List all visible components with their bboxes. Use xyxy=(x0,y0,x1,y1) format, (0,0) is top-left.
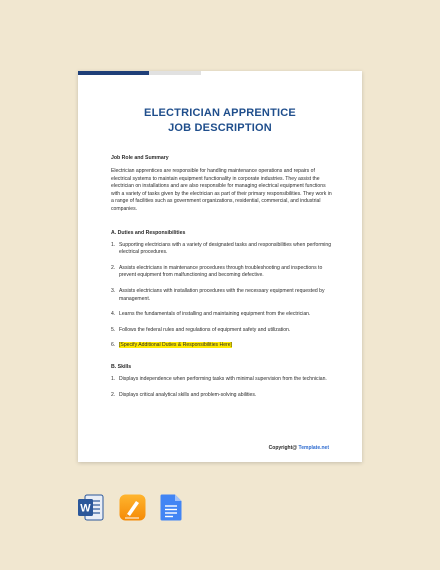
list-item-text: Assists electricians in maintenance procedures through troubleshooting and inspections to prevent equipment from malfunctioning and becoming defective. xyxy=(119,264,323,279)
list-item-text: Follows the federal rules and regulations of equipment safety and utilization. xyxy=(119,326,291,333)
title-line-1: ELECTRICIAN APPRENTICE xyxy=(144,107,296,119)
list-item-text: Learns the fundamentals of installing and maintaining equipment from the electrician. xyxy=(119,311,311,318)
copyright-label: Copyright@ xyxy=(268,445,298,451)
list-item-text: Displays critical analytical skills and problem-solving abilities. xyxy=(119,391,257,398)
header-accent-bar-grey xyxy=(149,71,201,75)
pages-icon[interactable] xyxy=(119,494,146,526)
header-accent-bar xyxy=(78,71,149,75)
list-item-text: Supporting electricians with a variety of designated tasks and responsibilities when performing electrical procedures. xyxy=(119,241,332,256)
list-item-number: 1. xyxy=(111,375,116,382)
list-item xyxy=(111,342,333,350)
list-item-number: 3. xyxy=(111,287,116,294)
document-page xyxy=(78,71,362,462)
list-item-number: 2. xyxy=(111,391,116,398)
placeholder-highlight[interactable]: [Specify Additional Duties & Responsibilities Here] xyxy=(119,342,232,349)
list-item-number: 1. xyxy=(111,241,116,248)
list-item xyxy=(111,242,333,257)
list-item xyxy=(111,311,333,319)
duties-heading: A. Duties and Responsibilities xyxy=(111,229,186,236)
duties-list xyxy=(111,242,333,350)
list-item xyxy=(111,265,333,280)
list-item xyxy=(111,288,333,303)
job-role-text: Electrician apprentices are responsible for handling maintenance operations and repairs of electrical systems to maintain equipment functionality in corporate industries. They assist the electrician on installations and are also responsible for managing electrical equipment functions with a variety of tasks given by the electrician as part of their primary responsibilities. They work in a range of facilities such as government organizations, residential, commercial, and industrial companies. xyxy=(111,168,332,212)
list-item-number: 5. xyxy=(111,326,116,333)
list-item-number: 6. xyxy=(111,342,116,349)
list-item xyxy=(111,327,333,335)
list-item-text: Displays independence when performing tasks with minimal supervision from the technician. xyxy=(119,375,327,382)
list-item xyxy=(111,392,333,400)
list-item-number: 2. xyxy=(111,264,116,271)
title-line-2: JOB DESCRIPTION xyxy=(168,122,272,134)
job-role-heading: Job Role and Summary xyxy=(111,155,169,161)
google-docs-icon[interactable] xyxy=(160,494,182,526)
list-item xyxy=(111,376,333,384)
document-title xyxy=(78,106,362,136)
word-icon[interactable] xyxy=(77,494,104,526)
list-item-text: Assists electricians with installation procedures with the necessary equipment requested by management. xyxy=(119,287,325,302)
list-item-number: 4. xyxy=(111,311,116,318)
document-body xyxy=(111,155,333,399)
copyright-brand-link[interactable]: Template.net xyxy=(298,445,329,451)
skills-list xyxy=(111,376,333,399)
svg-text:W: W xyxy=(80,502,91,515)
copyright-notice xyxy=(269,445,329,451)
skills-heading: B. Skills xyxy=(111,363,132,370)
